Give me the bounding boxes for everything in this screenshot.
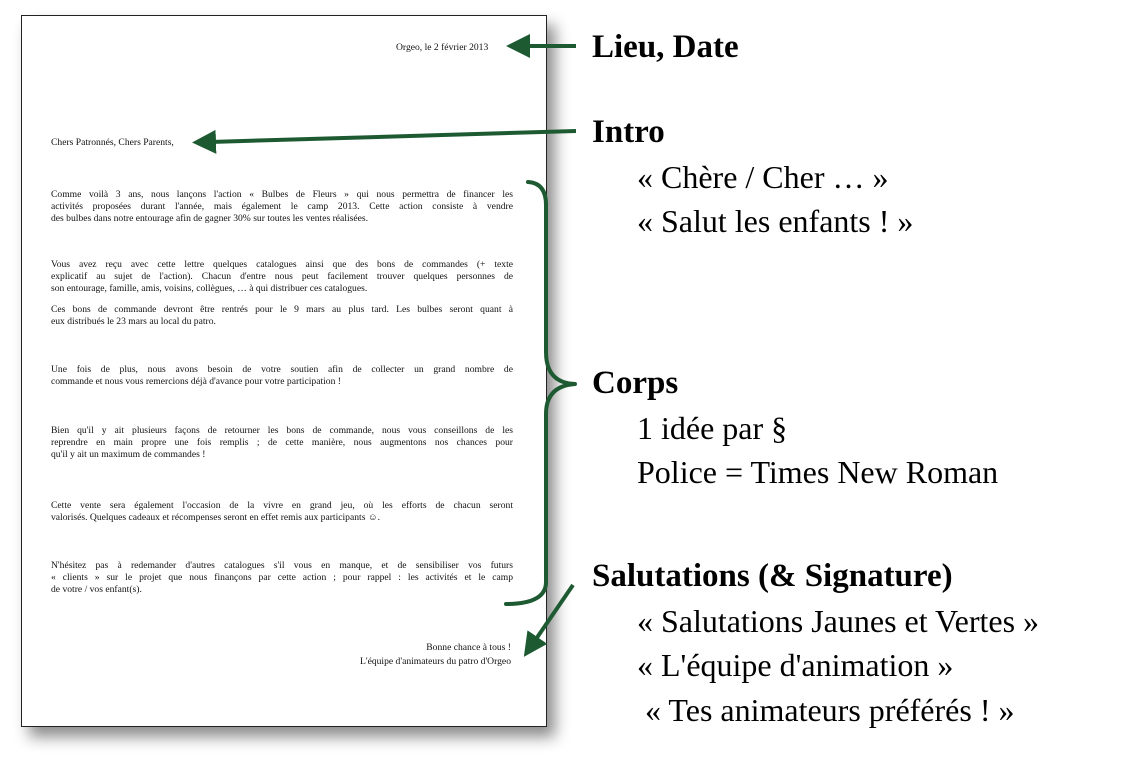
letter-closing-2: L'équipe d'animateurs du patro d'Orgeo	[359, 656, 511, 667]
paragraph-line: Comme voilà 3 ans, nous lançons l'action « Bulbes de Fleurs » qui nous permettra de financer les	[51, 189, 513, 200]
label-salutations: Salutations (& Signature)	[592, 558, 953, 594]
paragraph-line: « clients » sur le projet que nous finançons par cette action ; pour rappel : les activités et le camp	[51, 572, 513, 583]
paragraph-line: de votre / vos enfant(s).	[51, 584, 142, 595]
salutations-example-3: « Tes animateurs préférés ! »	[637, 692, 1015, 728]
corps-example-2: Police = Times New Roman	[637, 454, 999, 490]
letter-paragraph-6	[51, 500, 513, 524]
label-intro: Intro	[592, 114, 665, 150]
paragraph-line: activités proposées durant l'année, mais également le camp 2013. Cette action consiste à vendre	[51, 201, 513, 212]
paragraph-line: reprendre en main propre une fois remplis ; de cette manière, nous augmentons nos chances pour	[51, 437, 513, 448]
paragraph-line: eux distribués le 23 mars au local du patro.	[51, 316, 216, 327]
label-corps: Corps	[592, 365, 679, 401]
paragraph-line: valorisés. Quelques cadeaux et récompenses seront en effet remis aux participants ☺.	[51, 512, 381, 523]
letter-paragraph-4	[51, 364, 513, 388]
paragraph-line: explicatif au sujet de l'action). Chacun d'entre nous peut facilement trouver quelques personnes de	[51, 271, 513, 282]
intro-example-1: « Chère / Cher … »	[637, 159, 889, 195]
paragraph-line: qu'il y ait un maximum de commandes !	[51, 449, 206, 460]
paragraph-line: N'hésitez pas à redemander d'autres catalogues s'il vous en manque, et de sensibiliser vos futurs	[51, 560, 513, 571]
letter-greeting: Chers Patronnés, Chers Parents,	[51, 137, 174, 148]
intro-example-2: « Salut les enfants ! »	[637, 203, 914, 239]
letter-paragraph-5	[51, 425, 513, 461]
salutations-example-2: « L'équipe d'animation »	[637, 647, 954, 683]
paragraph-line: Cette vente sera également l'occasion de la vivre en grand jeu, où les efforts de chacun seront	[51, 500, 513, 511]
corps-example-1: 1 idée par §	[637, 410, 788, 446]
letter-date-line: Orgeo, le 2 février 2013	[396, 42, 489, 53]
salutations-example-1: « Salutations Jaunes et Vertes »	[637, 603, 1040, 639]
letter-paragraph-3	[51, 304, 513, 328]
paragraph-line: commande et nous vous remercions déjà d'avance pour votre participation !	[51, 376, 341, 387]
paragraph-line: Ces bons de commande devront être rentrés pour le 9 mars au plus tard. Les bulbes seront quant à	[51, 304, 513, 315]
paragraph-line: Bien qu'il y ait plusieurs façons de retourner les bons de commande, nous vous conseillons de les	[51, 425, 513, 436]
paragraph-line: son entourage, famille, amis, voisins, collègues, … à qui distribuer ces catalogues.	[51, 283, 368, 294]
paragraph-line: Vous avez reçu avec cette lettre quelques catalogues ainsi que des bons de commandes (+ texte	[51, 259, 513, 270]
paragraph-line: Une fois de plus, nous avons besoin de votre soutien afin de collecter un grand nombre de	[51, 364, 513, 375]
paragraph-line: des bulbes dans notre entourage afin de gagner 30% sur toutes les ventes réalisées.	[51, 213, 369, 224]
letter-closing-1: Bonne chance à tous !	[426, 642, 511, 653]
letter-paragraph-2	[51, 259, 513, 295]
letter-paragraph-7	[51, 560, 513, 596]
letter-page	[21, 15, 547, 727]
label-lieu-date: Lieu, Date	[592, 29, 739, 65]
letter-paragraph-1	[51, 189, 513, 225]
